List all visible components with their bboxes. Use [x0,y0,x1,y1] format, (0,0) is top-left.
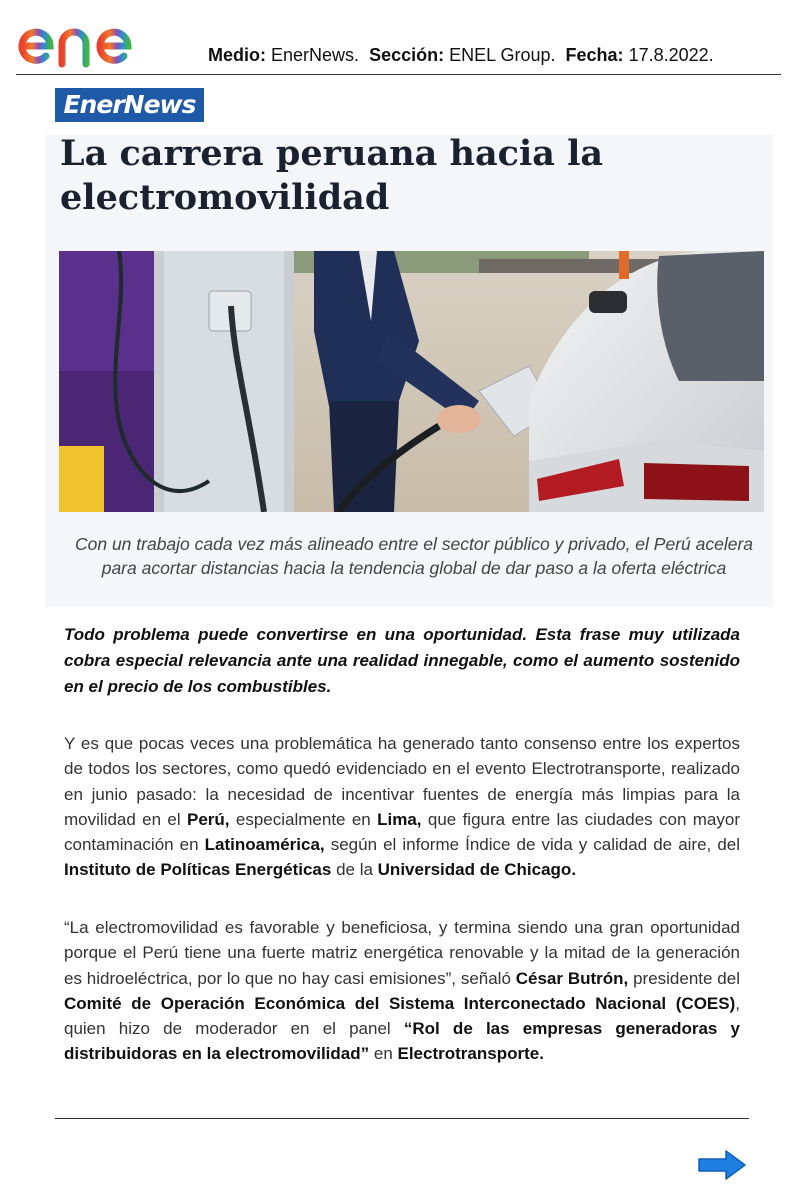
p1-bold-lima: Lima, [377,809,422,829]
image-caption: Con un trabajo cada vez más alineado entre el sector público y privado, el Perú acelera para acortar distancias hacia la tendencia global de dar paso a la oferta eléctrica [74,534,754,578]
p1-text-5: de la [331,860,378,880]
p2-bold-panel: “Rol de las empresas generadoras y distribuidoras en la electromovilidad” [64,1019,740,1064]
source-badge: EnerNews [55,88,204,122]
arrow-right-icon[interactable] [696,1148,748,1182]
p1-bold-peru: Perú, [187,809,230,829]
article-headline [60,132,750,220]
p1-text-3: que figura entre las ciudades con mayor contaminación en [64,809,741,855]
medio-value: EnerNews. [271,45,360,65]
p2-text-2: presidente del [628,968,740,988]
p2-text-4: en [369,1044,398,1064]
fecha-value: 17.8.2022. [628,45,714,65]
p1-text-2: especialmente en [229,809,378,829]
lead-paragraph: Todo problema puede convertirse en una oportunidad. Esta frase muy utilizada cobra especial relevancia ante una realidad innegable, como el aumento sostenido en el precio de los combustibles. [64,625,740,696]
enel-logo [16,8,172,70]
p1-text-1: Y es que pocas veces una problemática ha generado tanto consenso entre los expertos de todos los sectores, como quedó evidenciado en el evento Electrotransporte, realizado en junio pasado: la necesidad de incentivar fuentes de energía más limpias para la movilidad en el [64,734,740,829]
body-paragraph-1 [64,731,740,883]
p1-bold-latinoamerica: Latinoamérica, [204,835,325,855]
p1-text-4: según el informe Índice de vida y calidad de aire, del [324,835,741,855]
p2-bold-electrotransporte: Electrotransporte. [397,1044,544,1064]
p2-bold-coes: Comité de Operación Económica del Sistema Interconectado Nacional (COES) [64,993,736,1013]
p1-bold-instituto: Instituto de Políticas Energéticas [64,860,332,880]
fecha-label: Fecha: [565,45,624,65]
p1-bold-universidad: Universidad de Chicago. [377,860,577,880]
publication-meta [208,45,714,66]
headline-line-1: La carrera peruana hacia la [60,133,604,174]
seccion-value: ENEL Group. [449,45,556,65]
p2-text-3: , quien hizo de moderador en el panel [64,993,740,1039]
p2-bold-butron: César Butrón, [515,968,629,988]
seccion-label: Sección: [369,45,445,65]
body-paragraph-2 [64,915,740,1067]
p2-text-1: “La electromovilidad es favorable y beneficiosa, y termina siendo una gran oportunidad porque el Perú tiene una fuerte matriz energética renovable y la mitad de la generación es hidroeléctrica, por lo que no hay casi emisiones”, señaló [64,918,740,988]
footer-divider [55,1118,749,1119]
hero-image [59,251,764,512]
headline-line-2: electromovilidad [60,177,390,218]
medio-label: Medio: [208,45,266,65]
header-divider [16,74,781,75]
